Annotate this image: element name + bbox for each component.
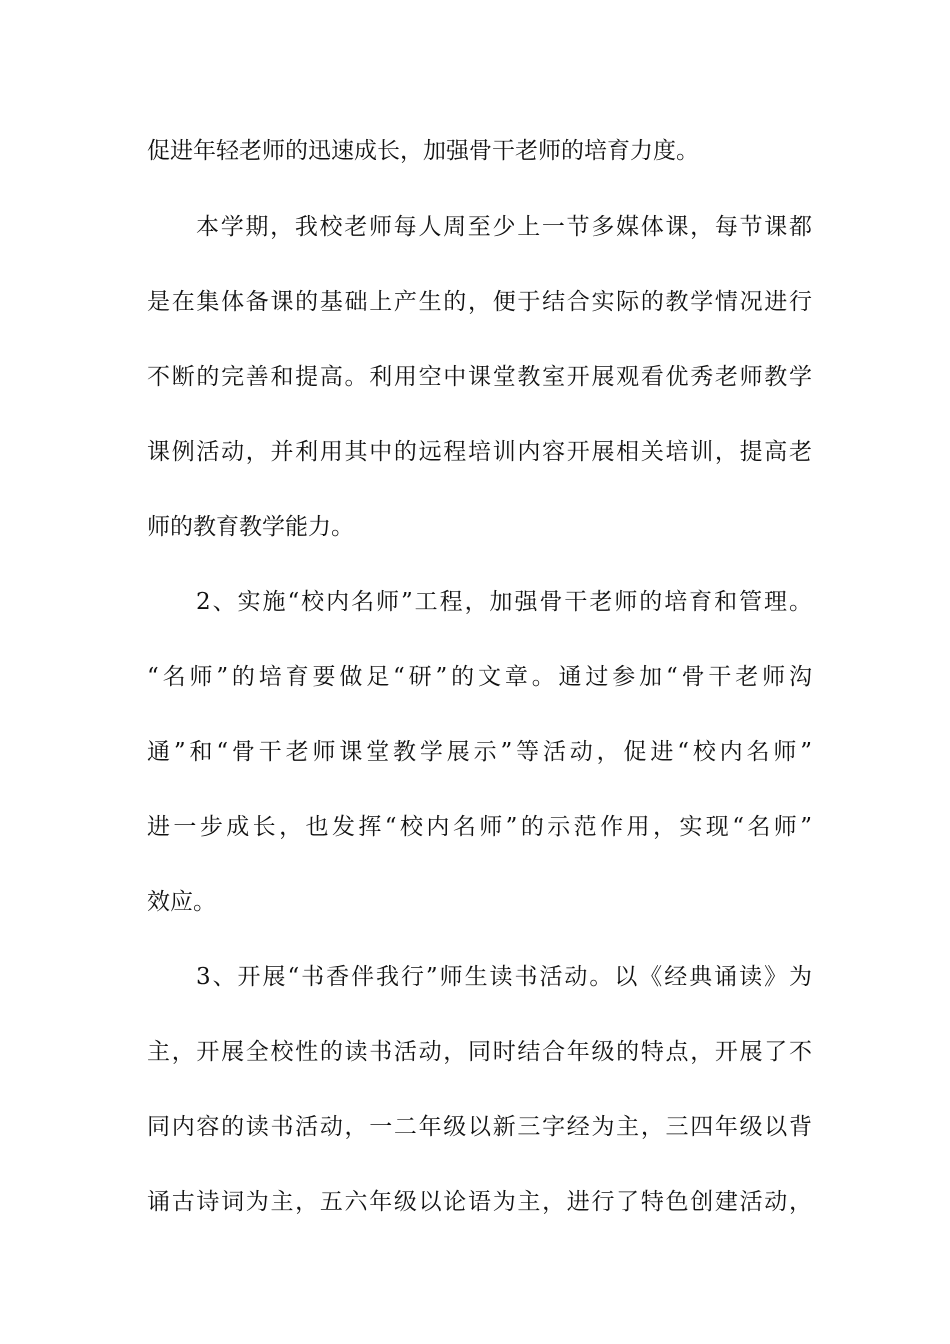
- text-line-10: 进一步成长，也发挥“校内名师”的示范作用，实现“名师”: [147, 814, 812, 840]
- text-line-8: “名师”的培育要做足“研”的文章。通过参加“骨干老师沟: [147, 664, 812, 690]
- text-line-7: 2、实施“校内名师”工程，加强骨干老师的培育和管理。: [196, 589, 812, 615]
- text-line-12: 3、开展“书香伴我行”师生读书活动。以《经典诵读》为: [196, 964, 812, 990]
- text-line-13: 主，开展全校性的读书活动，同时结合年级的特点，开展了不: [147, 1039, 812, 1065]
- text-line-15: 诵古诗词为主，五六年级以论语为主，进行了特色创建活动，: [147, 1189, 812, 1215]
- text-line-5: 课例活动，并利用其中的远程培训内容开展相关培训，提高老: [147, 439, 812, 465]
- text-line-14: 同内容的读书活动，一二年级以新三字经为主，三四年级以背: [147, 1114, 812, 1140]
- text-line-2: 本学期，我校老师每人周至少上一节多媒体课，每节课都: [196, 214, 812, 240]
- text-line-3: 是在集体备课的基础上产生的，便于结合实际的教学情况进行: [147, 289, 812, 315]
- text-line-1: 促进年轻老师的迅速成长，加强骨干老师的培育力度。: [147, 138, 699, 164]
- text-line-6: 师的教育教学能力。: [147, 514, 354, 540]
- text-line-11: 效应。: [147, 889, 216, 915]
- text-line-4: 不断的完善和提高。利用空中课堂教室开展观看优秀老师教学: [147, 364, 812, 390]
- text-line-9: 通”和“骨干老师课堂教学展示”等活动，促进“校内名师”: [147, 739, 812, 765]
